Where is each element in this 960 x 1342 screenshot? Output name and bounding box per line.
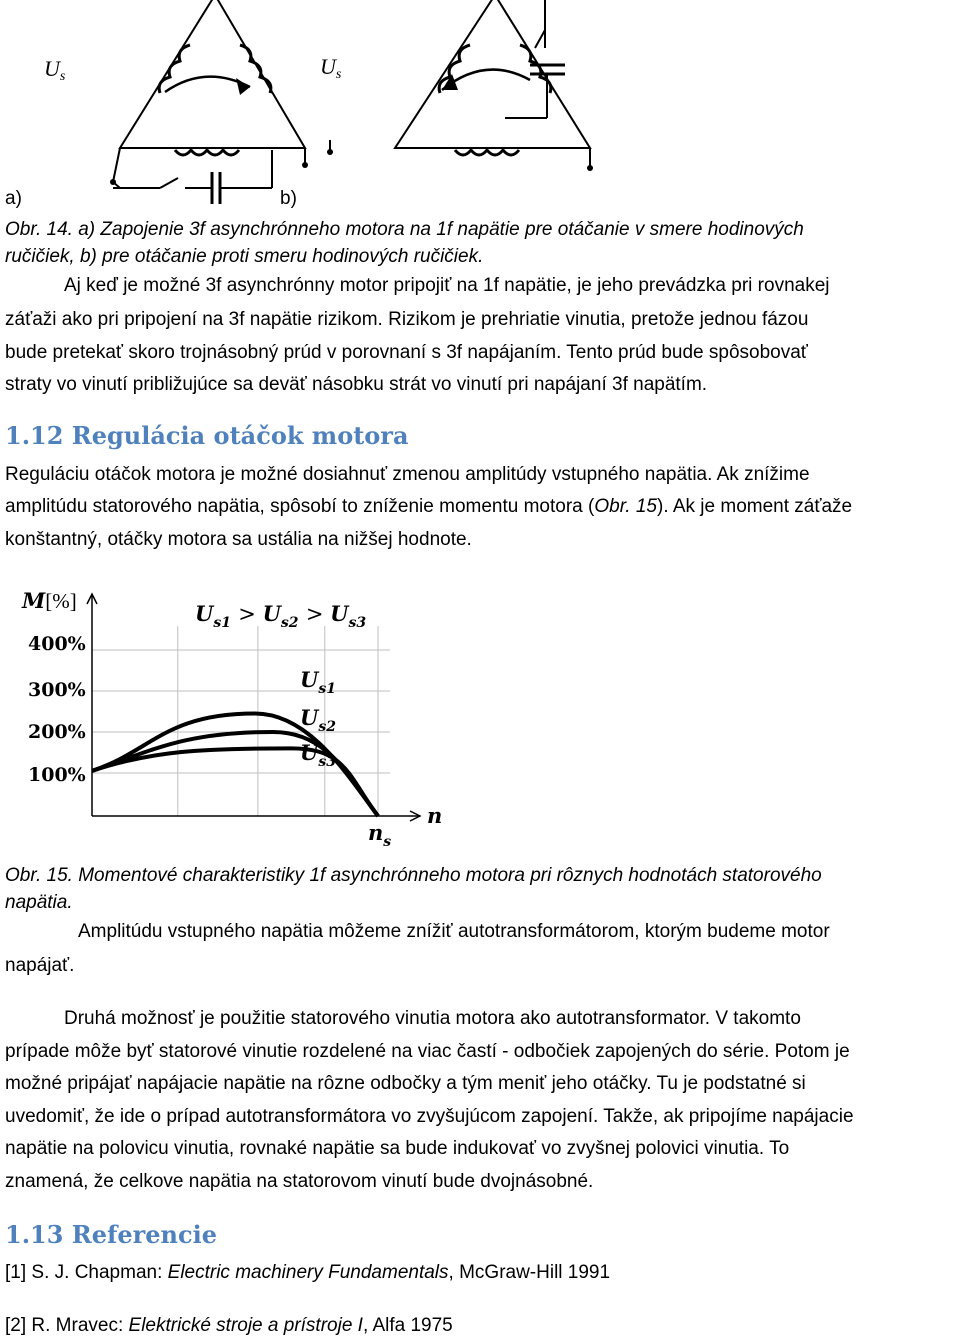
paragraph1-line3: bude pretekať skoro trojnásobný prúd v porovnaní s 3f napájaním. Tento prúd bude spôsobovať [5, 342, 808, 363]
figure15-caption-line2: napätia. [5, 892, 73, 913]
reference-2: [2] R. Mravec: Elektrické stroje a prístroje I, Alfa 1975 [5, 1315, 453, 1336]
circuit-b-voltage: $U_s$ [320, 54, 342, 82]
paragraph4-line5: napätie na polovicu vinutia, rovnaké napätie sa bude indukovať vo zvyšnej polovici vinutia. To [5, 1138, 790, 1159]
section-heading-1-12: 1.12 Regulácia otáčok motora [5, 421, 409, 450]
ytick-400: 400% [28, 633, 86, 655]
chart-xlabel: n [427, 803, 443, 828]
paragraph4-line1: Druhá možnosť je použitie statorového vinutia motora ako autotransformator. V takomto [64, 1008, 801, 1029]
paragraph4-line2: prípade môže byť statorové vinutie rozdelené na viac častí - odbočiek zapojených do série. Potom je [5, 1041, 850, 1062]
ytick-100: 100% [28, 764, 86, 786]
figure-reference: Obr. 15 [594, 496, 658, 517]
ytick-300: 300% [28, 679, 86, 701]
figure14-caption-line1: Obr. 14. a) Zapojenie 3f asynchrónneho motora na 1f napätie pre otáčanie v smere hodinových [5, 219, 804, 240]
paragraph3-line1: Amplitúdu vstupného napätia môžeme znížiť autotransformátorom, ktorým budeme motor [78, 921, 830, 942]
circuit-label-a: a) [5, 188, 22, 209]
reference-1: [1] S. J. Chapman: Electric machinery Fundamentals, McGraw-Hill 1991 [5, 1262, 611, 1283]
paragraph2-line1: Reguláciu otáčok motora je možné dosiahnuť zmenou amplitúdy vstupného napätia. Ak znížime [5, 464, 810, 485]
series-label-us1: $U_{s1}$ [300, 667, 336, 697]
paragraph1-line1: Aj keď je možné 3f asynchrónny motor pripojiť na 1f napätie, je jeho prevádzka pri rovnakej [64, 275, 830, 296]
sync-speed-label: $n_s$ [368, 820, 392, 850]
paragraph1-line4: straty vo vinutí približujúce sa deväť násobku strát vo vinutí pri napájaní 3f napätím. [5, 374, 708, 395]
paragraph4-line3: možné pripájať napájacie napätie na rôzne odbočky a tým meniť jeho otáčky. Tu je podstatné si [5, 1073, 806, 1094]
paragraph1-line2: záťaži ako pri pripojení na 3f napätie rizikom. Rizikom je prehriatie vinutia, pretože jednou fázou [5, 309, 809, 330]
chart-voltage-relation: $U_{s1} > U_{s2} > U_{s3}$ [195, 601, 367, 631]
circuit-a-voltage: $U_s$ [44, 56, 66, 84]
figure15-caption-line1: Obr. 15. Momentové charakteristiky 1f asynchrónneho motora pri rôznych hodnotách statorového [5, 865, 822, 886]
paragraph2-line3: konštantný, otáčky motora sa ustália na nižšej hodnote. [5, 529, 472, 550]
paragraph3-line2: napájať. [5, 955, 75, 976]
paragraph2-line2: amplitúdu statorového napätia, spôsobí to zníženie momentu motora (Obr. 15). Ak je moment záťaže [5, 496, 853, 517]
paragraph4-line4: uvedomiť, že ide o prípad autotransformátora vo zvyšujúcom zapojení. Takže, ak pripojíme napájacie [5, 1106, 854, 1127]
series-label-us2: $U_{s2}$ [300, 705, 336, 735]
series-label-us3: $U_{s3}$ [300, 740, 336, 770]
circuit-label-b: b) [280, 188, 297, 209]
figure14-caption-line2: ručičiek, b) pre otáčanie proti smeru hodinových ručičiek. [5, 246, 484, 267]
section-heading-1-13: 1.13 Referencie [5, 1220, 217, 1249]
paragraph4-line6: znamená, že celkove napätia na statorovom vinutí bude dvojnásobné. [5, 1171, 594, 1192]
ytick-200: 200% [28, 721, 86, 743]
chart-ylabel: M[%] [22, 588, 77, 613]
